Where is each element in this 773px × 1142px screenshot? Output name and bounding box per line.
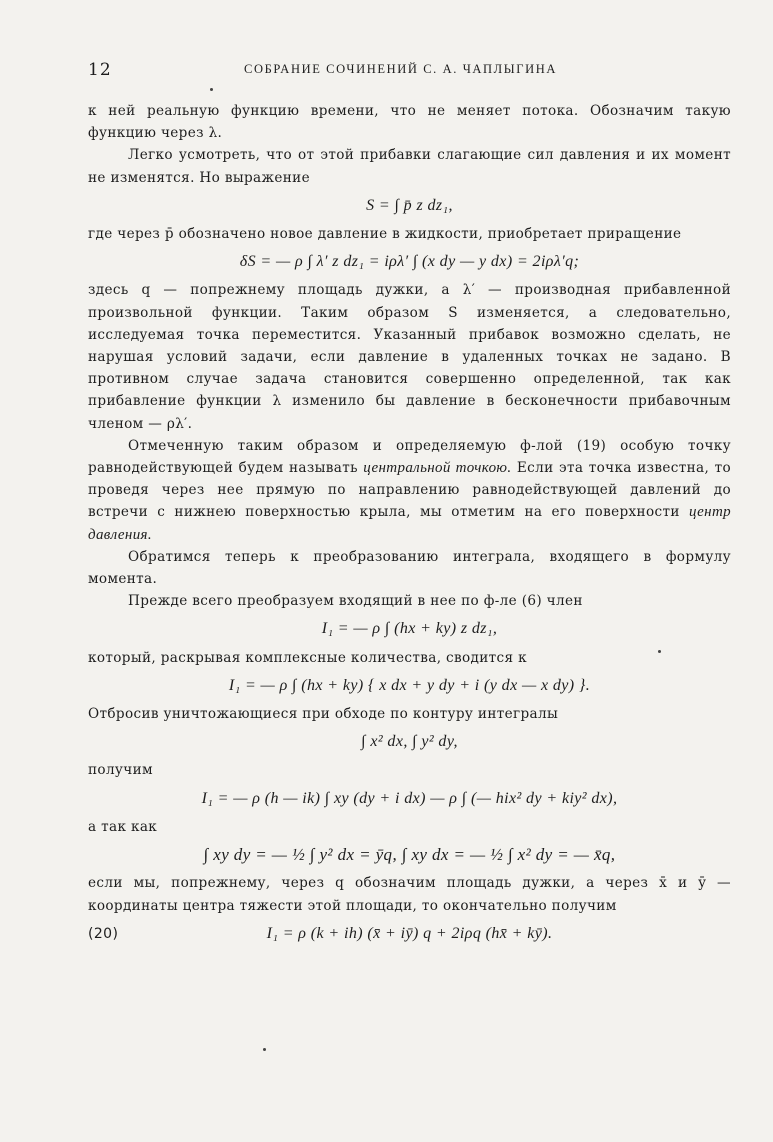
term-central-point: центральной точкою. — [363, 460, 512, 477]
paragraph-5 — [88, 435, 731, 546]
print-speck — [210, 88, 213, 91]
equation-s: S = ∫ p̄ z dz₁, — [366, 196, 453, 214]
page-body — [88, 100, 731, 951]
term-pressure-center: центр давления. — [88, 504, 731, 543]
page-number: 12 — [88, 60, 112, 80]
paragraph-3: где через p̄ обозначено новое давление в жидкости, приобретает приращение — [88, 226, 682, 243]
paragraph-5-text-b: Если эта точка известна, то проведя через нее прямую по направлению равнодействующей давлений до встречи с нижнею поверхностью крыла, мы отметим на его поверхности — [88, 460, 731, 521]
paragraph-1: к ней реальную функцию времени, что не меняет потока. Обозначим такую функцию через λ. — [88, 103, 731, 142]
paragraph-2: Легко усмотреть, что от этой прибавки слагающие сил давления и их момент не изменятся. Но выражение — [88, 147, 731, 186]
paragraph-9: Отбросив уничтожающиеся при обходе по контуру интегралы — [88, 706, 559, 723]
equation-number: (20) — [88, 925, 119, 942]
print-speck — [263, 1048, 266, 1051]
paragraph-8: который, раскрывая комплексные количества, сводится к — [88, 649, 527, 666]
equation-i1-b: I₁ = — ρ ∫ (hx + ky) { x dx + y dy + i (y dx — x dy) }. — [228, 676, 591, 694]
paragraph-6: Обратимся теперь к преобразованию интеграла, входящего в формулу момента. — [88, 548, 731, 588]
equation-i1-a: I₁ = — ρ ∫ (hx + ky) z dz₁, — [321, 620, 498, 638]
equation-delta-s: δS = — ρ ∫ λ′ z dz₁ = iρλ′ ∫ (x dy — y dx) = 2iρλ′q; — [239, 253, 580, 271]
equation-20 — [88, 923, 731, 945]
equation-i1-c: I₁ = — ρ (h — ik) ∫ xy (dy + i dx) — ρ ∫ (— hix² dy + kiy² dx), — [201, 789, 618, 807]
equation-integrals: ∫ x² dx, ∫ y² dy, — [361, 733, 458, 751]
paragraph-7: Прежде всего преобразуем входящий в нее по ф-ле (6) член — [128, 593, 583, 610]
paragraph-5-text-a: Отмеченную таким образом и определяемую ф-лой (19) особую точку равнодействующей будем называть — [88, 437, 731, 477]
paragraph-10: получим — [88, 762, 153, 779]
equation-xy: ∫ xy dy = — ½ ∫ y² dx = ȳq, ∫ xy dx = — ½ ∫ x² dy = — x̄q, — [203, 845, 616, 865]
paragraph-11: а так как — [88, 818, 158, 835]
equation-20-body: I₁ = ρ (k + ih) (x̄ + iȳ) q + 2iρq (hx̄ + kȳ). — [266, 924, 553, 942]
running-title: СОБРАНИЕ СОЧИНЕНИЙ С. А. ЧАПЛЫГИНА — [244, 62, 557, 76]
paragraph-12: если мы, попрежнему, через q обозначим площадь дужки, а через x̄ и ȳ — координаты центра тяжести этой площади, то окончательно получим — [88, 875, 731, 914]
paragraph-4: здесь q — попрежнему площадь дужки, а λ′ — производная прибавленной произвольной функции. Таким образом S изменяется, а следовательно, исследуемая точка переместится. Указанный прибавок возможно сделать, не нарушая условий задачи, если давление в удаленных точках не задано. В противном случае задача становится совершенно определенной, так как прибавление функции λ изменило бы давление в бесконечности прибавочным членом — ρλ′. — [88, 282, 731, 432]
print-speck — [658, 650, 661, 653]
page-header — [88, 60, 713, 84]
